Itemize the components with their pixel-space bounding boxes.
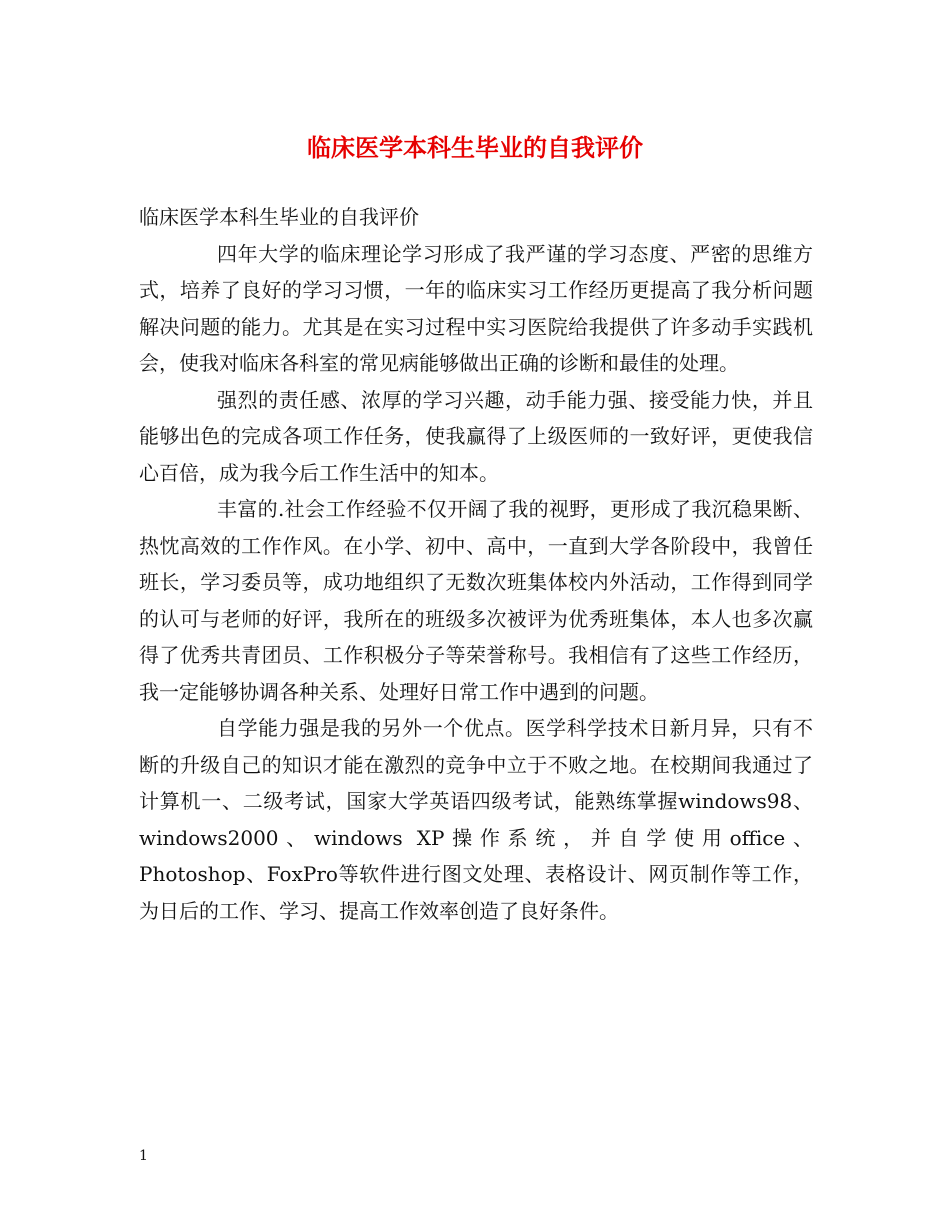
document-title: 临床医学本科生毕业的自我评价 [307, 133, 643, 162]
document-subtitle: 临床医学本科生毕业的自我评价 [139, 205, 419, 229]
paragraph-3: 丰富的.社会工作经验不仅开阔了我的视野，更形成了我沉稳果断、热忱高效的工作作风。在小学、初中、高中，一直到大学各阶段中，我曾任班长，学习委员等，成功地组织了无数次班集体校内外活动，工作得到同学的认可与老师的好评，我所在的班级多次被评为优秀班集体，本人也多次赢得了优秀共青团员、工作积极分子等荣誉称号。我相信有了这些工作经历，我一定能够协调各种关系、处理好日常工作中遇到的问题。 [139, 497, 813, 704]
document-body [139, 199, 813, 929]
page-number: 1 [139, 1148, 148, 1164]
paragraph-1: 四年大学的临床理论学习形成了我严谨的学习态度、严密的思维方式，培养了良好的学习习惯，一年的临床实习工作经历更提高了我分析问题解决问题的能力。尤其是在实习过程中实习医院给我提供了许多动手实践机会，使我对临床各科室的常见病能够做出正确的诊断和最佳的处理。 [139, 241, 813, 375]
paragraph-2: 强烈的责任感、浓厚的学习兴趣，动手能力强、接受能力快，并且能够出色的完成各项工作任务，使我赢得了上级医师的一致好评，更使我信心百倍，成为我今后工作生活中的知本。 [139, 387, 813, 485]
paragraph-4: 自学能力强是我的另外一个优点。医学科学技术日新月异，只有不断的升级自己的知识才能在激烈的竞争中立于不败之地。在校期间我通过了计算机一、二级考试，国家大学英语四级考试，能熟练掌握windows98、windows2000、windows XP操作系统，并自学使用office、Photoshop、FoxPro等软件进行图文处理、表格设计、网页制作等工作，为日后的工作、学习、提高工作效率创造了良好条件。 [139, 716, 813, 923]
